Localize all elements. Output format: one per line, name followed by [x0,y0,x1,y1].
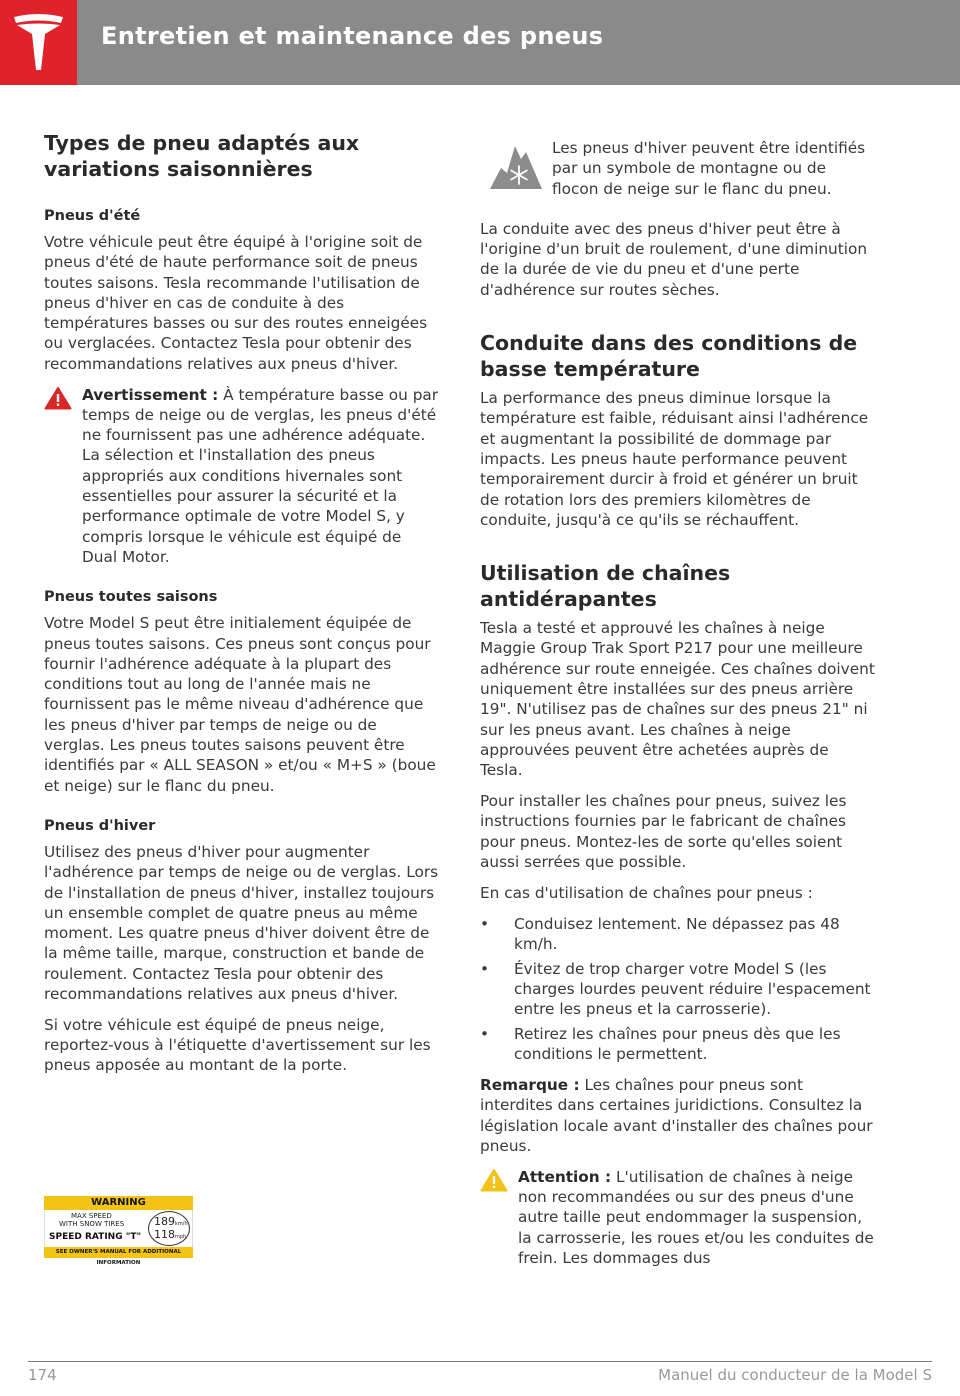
sign-mph-value: 118 [154,1228,175,1241]
heading-seasonal-tires: Types de pneu adaptés aux variations saisonnières [44,131,360,181]
page-header [0,0,960,85]
caution-icon [480,1168,508,1192]
section-title: Entretien et maintenance des pneus [101,22,604,50]
sign-max-speed: MAX SPEED [71,1212,112,1220]
list-item: • Évitez de trop charger votre Model S (les charges lourdes peuvent réduire l'espacement entre les pneus et la carrosserie). [480,959,875,1020]
paragraph-winter-tires: Utilisez des pneus d'hiver pour augmenter l'adhérence par temps de neige ou de verglas. Lors de l'installation de pneus d'hiver, installez toujours un ensemble complet de quatre pneus au même moment. Les quatre pneus d'hiver doivent être de la même taille, marque, construction et bande de roulement. Contactez Tesla pour obtenir des recommandations relatives aux pneus d'hiver. [44,842,439,1003]
note-text: Les chaînes pour pneus sont interdites dans certaines juridictions. Consultez la législation locale avant d'installer des chaînes pour pneus. [480,1076,873,1155]
sign-speed-rating: SPEED RATING "T" [49,1232,142,1242]
paragraph-winter-label: Si votre véhicule est équipé de pneus neige, reportez-vous à l'étiquette d'avertissement sur les pneus apposée au montant de la porte. [44,1015,431,1075]
list-item: • Conduisez lentement. Ne dépassez pas 48 km/h. [480,914,875,955]
heading-all-season-tires: Pneus toutes saisons [44,589,218,606]
sign-warning-title: WARNING [44,1196,193,1210]
sign-footer: SEE OWNER'S MANUAL FOR ADDITIONAL INFORMATION [44,1247,193,1258]
paragraph-chains-install: Pour installer les chaînes pour pneus, suivez les instructions fournies par le fabricant de chaînes pour pneus. Montez-les de sorte qu'elles soient aussi serrées que possible. [480,792,847,871]
manual-title: Manuel du conducteur de la Model S [658,1366,932,1384]
sign-mph-unit: mph [175,1234,187,1240]
heading-summer-tires: Pneus d'été [44,208,141,224]
chains-usage-list [480,914,875,1065]
paragraph-chains-usage: En cas d'utilisation de chaînes pour pneus : [480,883,813,902]
list-item: • Retirez les chaînes pour pneus dès que les conditions le permettent. [480,1024,875,1065]
brand-logo-box [0,0,77,85]
caution-label: Attention : [518,1167,612,1186]
sign-kmh-unit: km/h [175,1221,188,1227]
warning-label: Avertissement : [82,385,219,404]
paragraph-cold-weather: La performance des pneus diminue lorsque la température est faible, réduisant ainsi l'adhérence et augmentant la possibilité de dommage par impacts. Les pneus haute performance peuvent temporairement durcir à froid et générer un bruit de rotation lors des premiers kilomètres de conduite, jusqu'à ce qu'ils se réchauffent. [480,389,869,529]
caution-text: L'utilisation de chaînes à neige non recommandées ou sur des pneus d'une autre taille peut endommager la suspension, la carrosserie, les roues et/ou les conduites de frein. Les dommages dus [518,1167,874,1267]
sign-kmh-value: 189 [154,1215,175,1228]
paragraph-all-season-tires: Votre Model S peut être initialement équipée de pneus toutes saisons. Ces pneus sont conçus pour fournir l'adhérence adéquate à la plupart des conditions tout au long de l'année mais ne fournissent pas le même niveau d'adhérence que les pneus d'hiver par temps de neige ou de verglas. Les pneus toutes saisons peuvent être identifiés par « ALL SEASON » et/ou « M+S » (boue et neige) sur le flanc du pneu. [44,614,436,795]
snow-tire-warning-label [44,1196,193,1266]
paragraph-summer-tires: Votre véhicule peut être équipé à l'origine soit de pneus d'été de haute performance soit de pneus toutes saisons. Tesla recommande l'utilisation de pneus d'hiver en cas de conduite à des températures basses ou sur des routes enneigées ou verglacées. Contactez Tesla pour obtenir des recommandations relatives aux pneus d'hiver. [44,233,428,373]
tesla-logo-icon [11,14,66,72]
snow-symbol-text: Les pneus d'hiver peuvent être identifiés par un symbole de montagne ou de flocon de neige sur le flanc du pneu. [552,139,866,198]
warning-callout [44,385,439,568]
warning-text: À température basse ou par temps de neige ou de verglas, les pneus d'été ne fournissent pas une adhérence adéquate. La sélection et l'installation des pneus appropriés aux conditions hivernales sont essentielles pour assurer la sécurité et la performance optimale de votre Model S, y compris lorsque le véhicule est équipé de Dual Motor. [82,385,439,566]
snow-symbol-note [480,138,875,199]
heading-cold-weather: Conduite dans des conditions de basse température [480,331,858,382]
right-column [480,138,875,1279]
page-number: 174 [28,1366,57,1384]
sign-with-snow-tires: WITH SNOW TIRES [59,1220,125,1228]
note-paragraph [480,1075,875,1156]
heading-winter-tires: Pneus d'hiver [44,817,156,834]
heading-snow-chains: Utilisation de chaînes antidérapantes [480,561,731,612]
paragraph-winter-noise: La conduite avec des pneus d'hiver peut être à l'origine d'un bruit de roulement, d'une diminution de la durée de vie du pneu et d'une perte d'adhérence sur routes sèches. [480,219,868,299]
sign-speed-badge [148,1211,190,1246]
left-column [44,130,439,1086]
caution-callout [480,1167,875,1268]
note-label: Remarque : [480,1076,580,1095]
snow-mountain-icon [488,140,544,192]
warning-icon [44,386,72,410]
paragraph-chains-approved: Tesla a testé et approuvé les chaînes à neige Maggie Group Trak Sport P217 pour une meilleure adhérence sur route enneigée. Ces chaînes doivent uniquement être installées sur des pneus arrière 19". N'utilisez pas de chaînes sur des pneus 21" ni sur les pneus avant. Les chaînes à neige approuvées peuvent être achetées auprès de Tesla. [480,619,875,780]
footer-divider [28,1361,932,1362]
